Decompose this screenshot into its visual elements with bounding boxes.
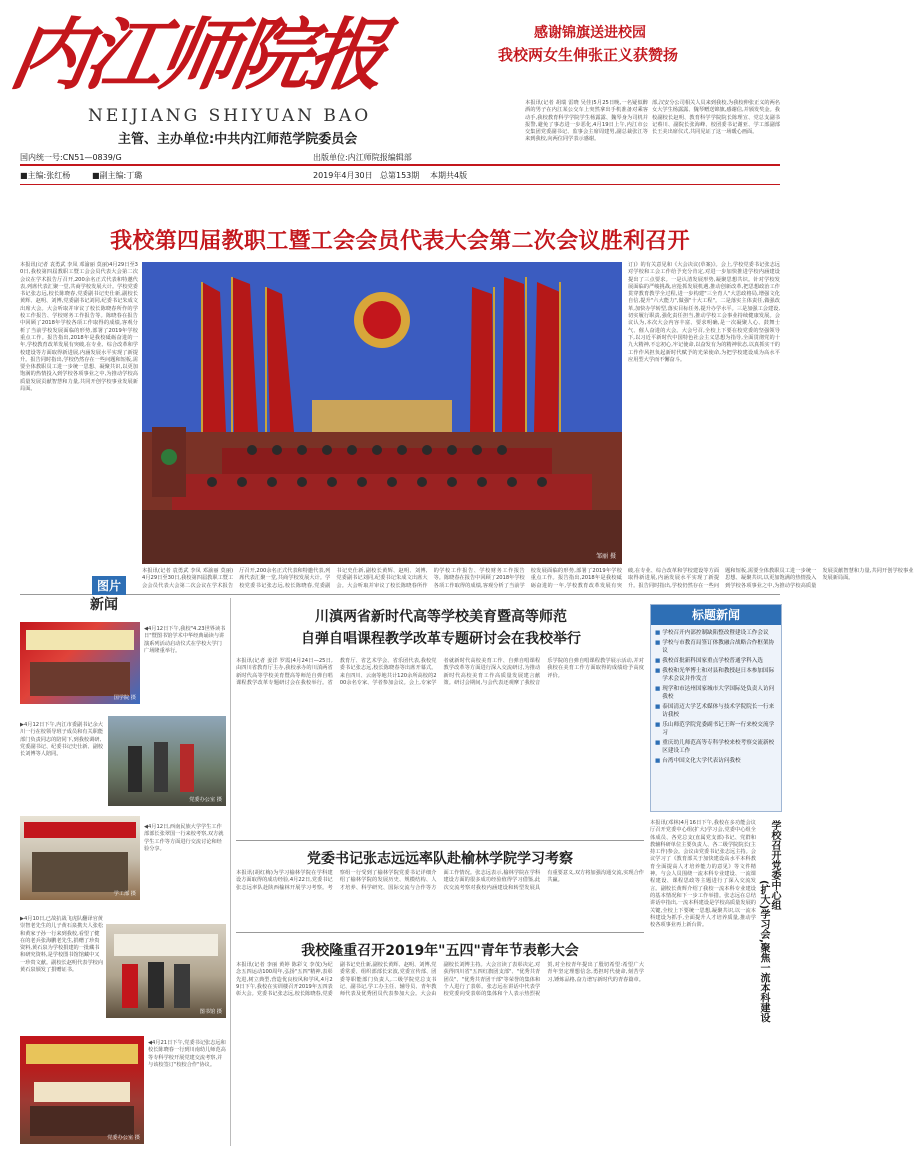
bullet-icon: ■: [655, 758, 661, 764]
photo-news-tag-1: 图片: [92, 576, 126, 595]
photo-news-credit-2: 党委办公室 摄: [189, 796, 222, 803]
side-story-vertical-title: [758, 820, 780, 1144]
editor-line: [20, 170, 780, 182]
photo-news-tag: [78, 576, 138, 614]
photo-credit: 邹丽 摄: [596, 553, 616, 560]
photo-news-credit-5: 党委办公室 摄: [107, 1134, 140, 1141]
headline-news-item[interactable]: ■ 乐山师范学院党委副书记王晖一行来校交流学习: [655, 722, 775, 736]
bullet-icon: ■: [655, 722, 661, 728]
main-text-right: 订)》的有关意见和《大会决议(草案)》。会上,学校党委书记张志远对学校和工会工作给予充分肯定,对进一步加快推进学校内涵建设提出了三点要求。一是认清发展形势,凝聚思想共识。针对学校发展面临的严峻挑战,应抢抓发展机遇,推动创新改革,把思想政治工作贯穿教育教学全过程,进一步构建"三全育人"大思政格局,增强文化自信,提升"六大能力",做强"十大工程"。二是落实主体责任,做强改革,加快办学转型,落实目标任务,提升办学水平。三是加强工会建设,切实履行职责,强化责任担当,推动学校工会事业持续健康发展。会议认为,本次大会内容丰富、要求明确,是一次凝聚人心、鼓舞士气、催人奋进的大会。大会号召,全校上下要在校党委的坚强领导下,以习近平新时代中国特色社会主义思想为指导,全面贯彻党的十九大精神,不忘初心,牢记使命,以奋发有为的精神状态,以真抓实干的工作作风担负起新时代赋予的光荣使命,为把学校建设成为高水平应用型大学而不懈奋斗。: [628, 262, 780, 363]
cn-number: 国内统一号:CN51—0839/G: [20, 153, 122, 162]
photo-news-caption-4: ▶4月10日,已故抗战飞虎队翻译官黄崇智老先生的儿子黄石泉携夫人张松和黄家子孙一行来到我校,看望了健在的老兵张海鹏老先生,捐赠了珍贵资料,黄石泉为学校捐建的一批藏书和研究资料,是学校图书馆馆藏中又一珍贵文献。副校长赵明代表学校向黄石泉颁发了捐赠证书。: [20, 916, 104, 974]
issue-number: 总第153期: [380, 171, 420, 180]
chief-editor: ■主编:张红杨: [20, 171, 71, 180]
headline-news-title: 标题新闻: [651, 605, 781, 625]
masthead-title: 内江师院报: [4, 10, 391, 101]
story2-text: 本报讯(记者 姜洋 罗霞)4月24日—25日,由四川省教育厅主办,我校承办的川滇两省新时代高等学校美育暨高等师范自弹自唱课程教学改革专题研讨会在我校举行。省教育厅、省艺术学会、省乐团代表,我校党委书记张志远,校长陈晓春等出席开幕式。来自四川、云南等地共计120余所高校的200余名专家、学者参加会议。会上,专家学者就新时代高校美育工作、自弹自唱课程教学改革等方面进行深入交流研讨,为推动新时代高校美育工作高质量发展建言献策。研讨会期间,与会代表还观摩了我校音乐学院的自弹自唱课程教学展示活动,并对我校在美育工作方面取得的成绩给予高度评价。: [236, 658, 644, 686]
issue-date: 2019年4月30日: [313, 171, 373, 180]
stage-illustration: [142, 262, 622, 564]
photo-news-caption-1: ◀4月12日下午,我校"4.23世界读书日"暨图书馆学术中华经典诵读与讲演系列活动启动仪式在学校大学门广场隆重举行。: [144, 626, 226, 654]
masthead-rule: [20, 164, 780, 166]
photo-news-image-5: [20, 1036, 144, 1144]
masthead-pinyin: NEIJIANG SHIYUAN BAO: [88, 106, 372, 126]
bullet-icon: ■: [655, 704, 661, 710]
story3-headline: 党委书记张志远远率队赴榆林学院学习考察: [307, 851, 573, 867]
headline-news-item[interactable]: ■ 泰国清迈大学艺术媒体与技术学院院长一行来访我校: [655, 704, 775, 718]
photo-news-image-1: [20, 622, 140, 704]
photo-news-credit-4: 图书馆 摄: [199, 1008, 222, 1015]
headline-news-item[interactable]: ■ 重庆幼儿师范高等专科学校来校考察交流新校区建设工作: [655, 740, 775, 754]
photo-news-caption-2: ▶4月12日下午,内江市委副书记余大川一行在校领导班子成员和有关职能部门负责同志的陪同下,到我校调研,党委副书记、纪委书记史仕新、副校长刘博等人陪同。: [20, 722, 104, 758]
section-rule-3: [236, 932, 644, 933]
headline-news-box: [650, 604, 782, 812]
masthead-bottom-rule: [20, 184, 780, 185]
bullet-icon: ■: [655, 630, 661, 636]
photo-news-credit-3: 学工部 摄: [113, 890, 136, 897]
headline-news-item[interactable]: ■ 现学和市达州国家城市大学国际处负责人访问我校: [655, 686, 775, 700]
section-rule-2: [236, 840, 644, 841]
top-story-title1: 感谢锦旗送进校园: [534, 25, 646, 41]
photo-news-tag-2: 新闻: [90, 597, 118, 613]
photo-news-image-4: [106, 924, 226, 1018]
side-story-title-1: 学校召开党委中心组: [769, 820, 780, 910]
side-story-title-2: (扩大)学习会,聚焦一流本科建设: [758, 880, 769, 1023]
bullet-icon: ■: [655, 686, 661, 692]
top-story-text-b: 部,汉安分公司相关人员来到我校,为我校伸张正义的两名女大学生杨露露、魏琴赠送锦旗,感谢信,并颁发奖金。我校副校长赵明、教育科学学院院长陈理宣、党总支副书记蔡川、副院长张海峰、校团委书记谢亚、学工部副部长王美出席仪式,共同见证了这一场暖心画面。: [652, 100, 780, 136]
story4-text: 本报讯(记者 李丽 黄婷 陈彩文 李茂)为纪念五四运动100周年,弘扬"五四"精神,表彰先进,树立典型,营造优良校风和学风,4月29日下午,我校在实训楼召开2019年五四表彰大会。党委书记张志远,校长陈晓春,党委副书记史仕新,副校长黄辉、赵明、刘博,党委常委、组织部部长宋波,党委宣传部、团委等职能部门负责人,二级学院党总支书记、副书记,学工办主任、辅导员、青年教师代表及优秀团员代表参加大会。大会由副校长刘博主持。大会宣读了表彰决定,对获得四川省"五四红旗团支部"、"优秀共青团员"、"优秀共青团干部"等荣誉的集体和个人进行了表彰。张志远在讲话中代表学校党委向受表彰的集体和个人表示热烈祝贺,对全校青年提出了殷切希望:希望广大青年坚定理想信念,勇担时代使命,刻苦学习,锤炼品格,奋力谱写新时代的青春篇章。: [236, 962, 644, 998]
photo-news-image-2: [108, 716, 226, 806]
vice-editor: ■副主编:丁璐: [92, 171, 143, 180]
photo-news-caption-5: ◀4月21日下午,党委书记张志远和校长陈晓春一行到川南幼儿师范高等专科学校开展党建交流考察,并与该校签订"校校合作"协议。: [148, 1040, 226, 1068]
bullet-icon: ■: [655, 658, 661, 664]
story2-headline-1: 川滇两省新时代高等学校美育暨高等师范: [315, 609, 567, 625]
photo-news-image-3: [20, 816, 140, 900]
bullet-icon: ■: [655, 640, 661, 646]
publisher: 出版单位:内江师院报编辑部: [313, 153, 412, 162]
top-story-text-a: 本报讯(记者 胡瑞 雷晓 吴佳)5月25日晚,一名疑似醉酒的男子在内江某公交车上突然拿出手机准备对乘客动手,我校教育科学学院学生杨露露、魏琴身为司机并报警,避免了事态进一步恶化,4月19日上午,内江市公交集团党委副书记、监事会主席周建男,副总裁张江等来到我校,向两位同学表示感谢。: [525, 100, 648, 143]
headline-news-item[interactable]: ■ 学校召开内部控制缺陷整改暨建设工作会议: [655, 630, 769, 636]
main-headline: 我校第四届教职工暨工会会员代表大会第二次会议胜利召开: [110, 229, 690, 254]
headline-news-list: [655, 629, 777, 767]
photo-news-divider: [230, 598, 231, 1146]
headline-news-item[interactable]: ■ 台湾中国文化大学代表访问我校: [655, 758, 741, 764]
story2-headline-2: 自弹自唱课程教学改革专题研讨会在我校举行: [301, 631, 581, 647]
side-story-text: 本报讯(邓林)4月16日下午,我校在多功能会议厅召开党委中心组(扩大)学习会,党委中心组全体成员、各党总支(直属党支部)书记、党群和教辅科研单位主要负责人、各二级学院院长(主持工作)参会。会议由党委书记张志远主持。会议学习了《教育部关于加快建设高水平本科教育全面提高人才培养能力的意见》等文件精神。与会人员围绕一流本科专业建设、一流课程建设、课程思政等主题进行了深入交流发言。副校长黄辉介绍了我校一流本科专业建设的基本情况和下一步工作举措。张志远在总结讲话中指出,一流本科建设是学校高质量发展的关键,全校上下要统一思想,凝聚共识,以一流本科建设为抓手,全面提升人才培养质量,推动学校各项事业再上新台阶。: [650, 820, 756, 929]
masthead-sponsor: 主管、主办单位:中共内江师范学院委员会: [118, 132, 358, 147]
conference-photo: [142, 262, 622, 564]
main-text-bottom: 本报讯(记者 袁勇武 李凤 邓渝丽 莫丽)4月29日至30日,我校第四届教职工暨工会会员代表大会第二次会议在学术报告厅召开,200余名正式代表和特邀代表,列席代表汇聚一堂,共商学校发展大计。学校党委书记张志远,校长陈晓春,党委副书记史仕新,副校长黄辉、赵明、刘博,党委副书记刘同,纪委书记朱成文出席大会。大会听取并审议了校长陈晓春所作的学校工作报告、学校财务工作报告等。陈晓春在报告中回顾了2018年学校各项工作取得的成绩,客观分析了当前学校发展面临的形势,部署了2019年学校重点工作。报告指出,2018年是我校砥砺奋进的一年,学校教育改革发展有突破,在专业、综合改革和学校建设等方面取得新进展,内涵发展水平实现了新提升。报告同时指出,学校仍然存在一些问题和短板,需要全体教职员工进一步统一思想、凝聚共识,以更加饱满的热情投入到学校各项事业之中,为推动学校高质量发展贡献智慧和力量,共同开创学校事业发展新局面。: [142, 568, 914, 589]
photo-news-credit-1: 国学院 摄: [113, 694, 136, 701]
photo-news-caption-3: ◀4月12日,西南民族大学学生工作部部长张翠国一行来校考察,双方就学生工作等方面进行交流讨论和经验分享。: [144, 824, 224, 852]
headline-news-item[interactable]: ■ 我校首批新科国家重点学校普通学科入选: [655, 658, 763, 664]
story3-text: 本报讯(胡红梅)为学习榆林学院在学科建设方面取得的成功经验,4月22日,党委书记张志远率队赴陕西榆林开展学习考察。考察组一行受到了榆林学院党委书记详细介绍了榆林学院的发展历史、规模结构、人才培养、科学研究、国际交流与合作等方面工作情况。张志远表示,榆林学院在学科建设方面的很多成功经验值得学习借鉴,此次交流考察对我校内涵建设和转型发展具有重要意义,双方将加强沟通交流,实现合作共赢。: [236, 870, 644, 891]
page-count: 本期共4版: [430, 171, 468, 180]
top-story-title2: 我校两女生伸张正义获赞扬: [498, 46, 679, 64]
story4-headline: 我校隆重召开2019年"五四"青年节表彰大会: [301, 943, 579, 959]
headline-news-item[interactable]: ■ 学校与市教育局签订体教融合战略合作框架协议: [655, 640, 775, 654]
headline-news-item[interactable]: ■ 我校和光华博士和对县和教授赵日本参加国际学术会议并作发言: [655, 668, 775, 682]
main-text-left: 本报讯(记者 袁勇武 李凤 邓渝丽 莫丽)4月29日至30日,我校第四届教职工暨工会会员代表大会第二次会议在学术报告厅召开,200余名正式代表和特邀代表,列席代表汇聚一堂,共商学校发展大计。学校党委书记张志远,校长陈晓春,党委副书记史仕新,副校长黄辉、赵明、刘博,党委副书记刘同,纪委书记朱成文出席大会。大会听取并审议了校长陈晓春所作的学校工作报告、学校财务工作报告等。陈晓春在报告中回顾了2018年学校各项工作取得的成绩,客观分析了当前学校发展面临的形势,部署了2019年学校重点工作。报告指出,2018年是我校砥砺奋进的一年,学校教育改革发展有突破,在专业、综合改革和学校建设等方面取得新进展,内涵发展水平实现了新提升。报告同时指出,学校仍然存在一些问题和短板,需要全体教职员工进一步统一思想、凝聚共识,以更加饱满的热情投入到学校各项事业之中,为推动学校高质量发展贡献智慧和力量,共同开创学校事业发展新局面。: [20, 262, 138, 393]
bullet-icon: ■: [655, 740, 661, 746]
bullet-icon: ■: [655, 668, 661, 674]
